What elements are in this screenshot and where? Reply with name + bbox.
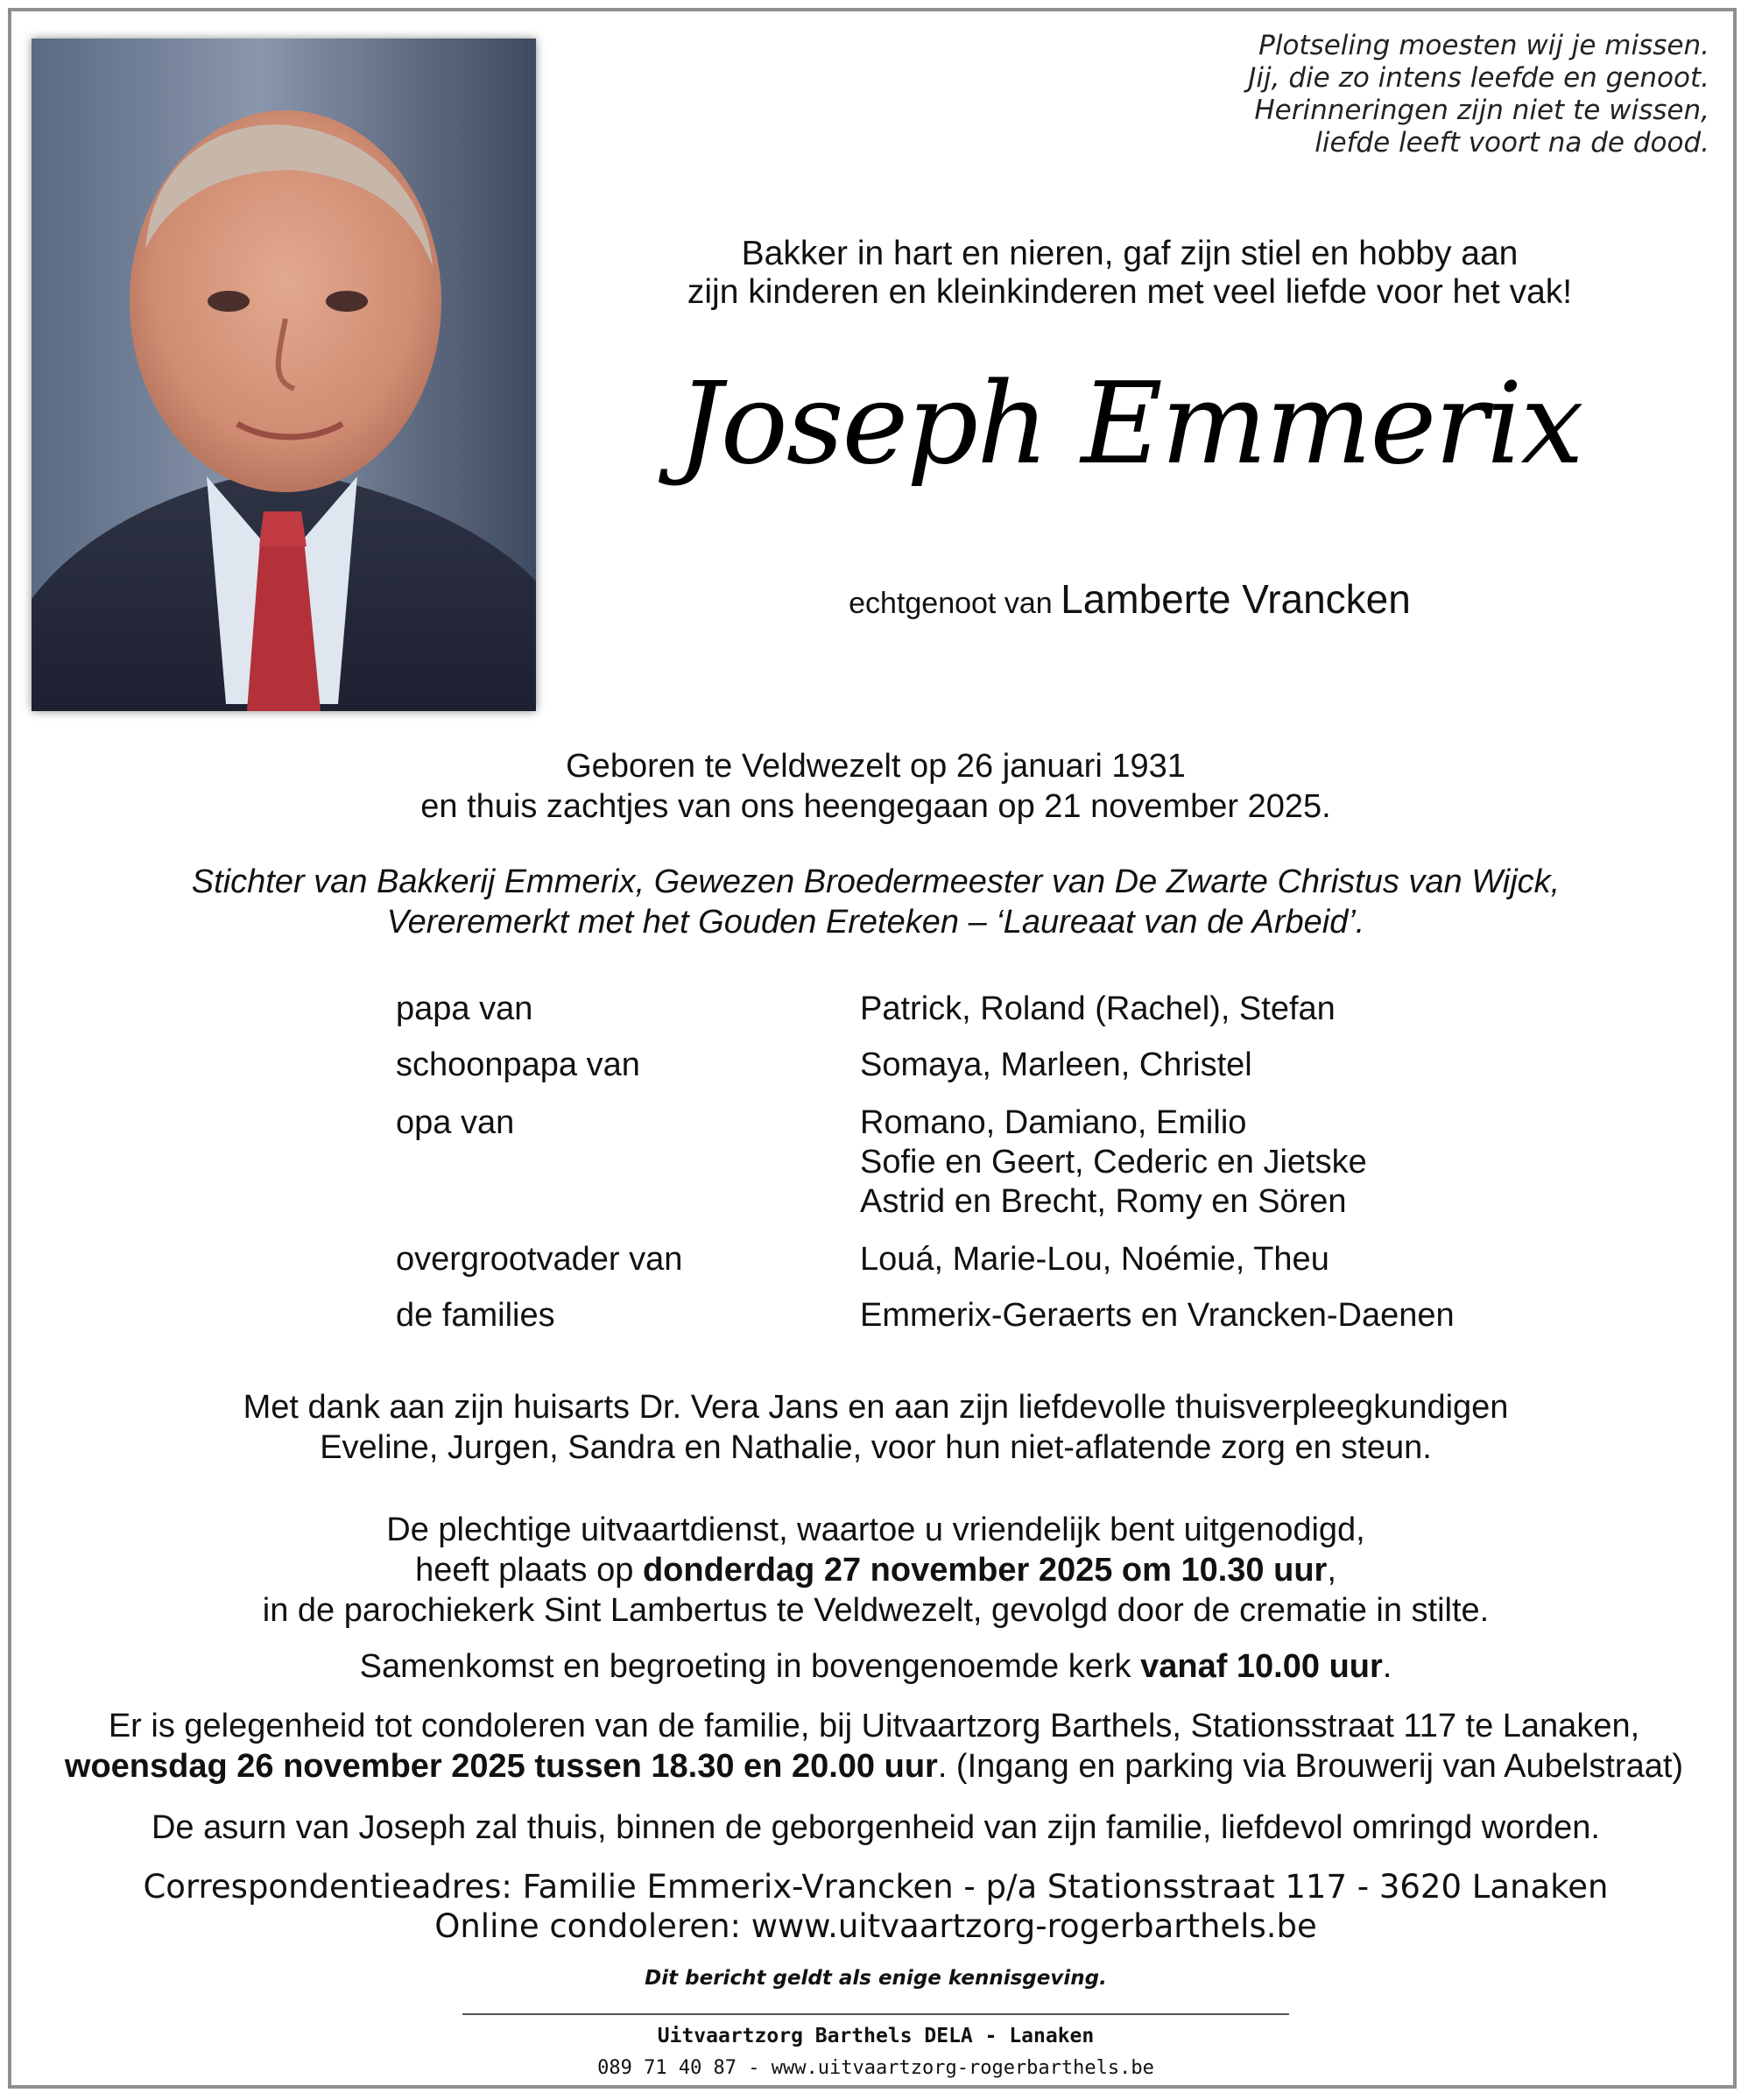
thanks-text (88, 1387, 1664, 1468)
family-relation: papa van (396, 990, 533, 1027)
family-names (860, 1103, 1367, 1222)
intro-text (613, 235, 1646, 312)
undertaker-contact[interactable]: 089 71 40 87 - www.uitvaartzorg-rogerbarthels.be (597, 2057, 1154, 2079)
family-names: Patrick, Roland (Rachel), Stefan (860, 990, 1336, 1027)
family-relation: overgrootvader van (396, 1241, 683, 1278)
intro-line: Bakker in hart en nieren, gaf zijn stiel en hobby aan (741, 235, 1519, 272)
family-names: Somaya, Marleen, Christel (860, 1046, 1252, 1083)
born-line: Geboren te Veldwezelt op 26 januari 1931 (566, 748, 1186, 785)
gathering-info (44, 1646, 1708, 1687)
funeral-service-info (44, 1510, 1708, 1631)
spouse-line (613, 578, 1646, 624)
titles-line: Vereremerkt met het Gouden Ereteken – ‘Laureaat van de Arbeid’. (386, 904, 1365, 941)
deceased-name: Joseph Emmerix (677, 359, 1582, 490)
family-names-line: Sofie en Geert, Cederic en Jietske (860, 1144, 1367, 1180)
online-condolence-link[interactable]: Online condoleren: www.uitvaartzorg-rogerbarthels.be (434, 1907, 1317, 1945)
service-text: heeft plaats op (415, 1552, 643, 1589)
portrait-photo (32, 39, 536, 711)
notice-text: Dit bericht geldt als enige kennisgeving. (645, 1967, 1107, 1990)
thanks-line: Met dank aan zijn huisarts Dr. Vera Jans en aan zijn liefdevolle thuisverpleegkundigen (243, 1389, 1509, 1426)
gathering-time: vanaf 10.00 uur (1140, 1648, 1383, 1685)
poem-line: Jij, die zo intens leefde en genoot. (1248, 62, 1709, 94)
thanks-line: Eveline, Jurgen, Sandra en Nathalie, voor hun niet-aflatende zorg en steun. (320, 1429, 1432, 1466)
undertaker-name: Uitvaartzorg Barthels DELA - Lanaken (657, 2025, 1095, 2047)
family-names: Emmerix-Geraerts en Vrancken-Daenen (860, 1297, 1455, 1334)
family-relation: schoonpapa van (396, 1046, 640, 1083)
service-line: in de parochiekerk Sint Lambertus te Veldwezelt, gevolgd door de crematie in stilte. (262, 1592, 1490, 1629)
footer-divider (462, 2013, 1289, 2015)
titles-line: Stichter van Bakkerij Emmerix, Gewezen Broedermeester van De Zwarte Christus van Wijck, (191, 863, 1561, 900)
portrait-illustration (32, 39, 536, 711)
condolence-info (35, 1706, 1713, 1786)
service-text: , (1327, 1552, 1336, 1589)
service-line: De plechtige uitvaartdienst, waartoe u vriendelijk bent uitgenodigd, (386, 1512, 1365, 1548)
honorary-titles (88, 862, 1664, 942)
poem-line: Herinneringen zijn niet te wissen, (1254, 95, 1709, 126)
family-relation: opa van (396, 1104, 515, 1141)
correspondence-address: Correspondentieadres: Familie Emmerix-Vrancken - p/a Stationsstraat 117 - 3620 Lanaken (143, 1868, 1609, 1906)
family-names: Louá, Marie-Lou, Noémie, Theu (860, 1241, 1329, 1278)
gathering-text: . (1382, 1648, 1392, 1685)
urn-info: De asurn van Joseph zal thuis, binnen de geborgenheid van zijn familie, liefdevol omringd worden. (151, 1809, 1600, 1846)
intro-line: zijn kinderen en kleinkinderen met veel liefde voor het vak! (687, 273, 1573, 311)
service-datetime: donderdag 27 november 2025 om 10.30 uur (642, 1552, 1328, 1589)
condolence-line: Er is gelegenheid tot condoleren van de familie, bij Uitvaartzorg Barthels, Stationsstraat 117 te Lanaken, (108, 1708, 1640, 1744)
condolence-datetime: woensdag 26 november 2025 tussen 18.30 en 20.00 uur (64, 1748, 938, 1785)
gathering-text: Samenkomst en begroeting in bovengenoemde kerk (359, 1648, 1141, 1685)
memorial-poem (921, 30, 1709, 159)
family-relation: de families (396, 1297, 555, 1334)
spouse-name: Lamberte Vrancken (1061, 576, 1411, 622)
condolence-text: . (Ingang en parking via Brouwerij van Aubelstraat) (937, 1748, 1684, 1785)
correspondence-info (44, 1867, 1708, 1946)
passed-line: en thuis zachtjes van ons heengegaan op 21 november 2025. (420, 788, 1331, 825)
condolence-line (35, 1746, 1713, 1786)
family-names-line: Romano, Damiano, Emilio (860, 1104, 1247, 1141)
service-line (44, 1550, 1708, 1590)
spouse-prefix: echtgenoot van (849, 587, 1053, 620)
poem-line: Plotseling moesten wij je missen. (1258, 30, 1709, 61)
poem-line: liefde leeft voort na de dood. (1315, 127, 1709, 159)
birth-death-info (175, 746, 1576, 827)
family-names-line: Astrid en Brecht, Romy en Sören (860, 1183, 1347, 1220)
